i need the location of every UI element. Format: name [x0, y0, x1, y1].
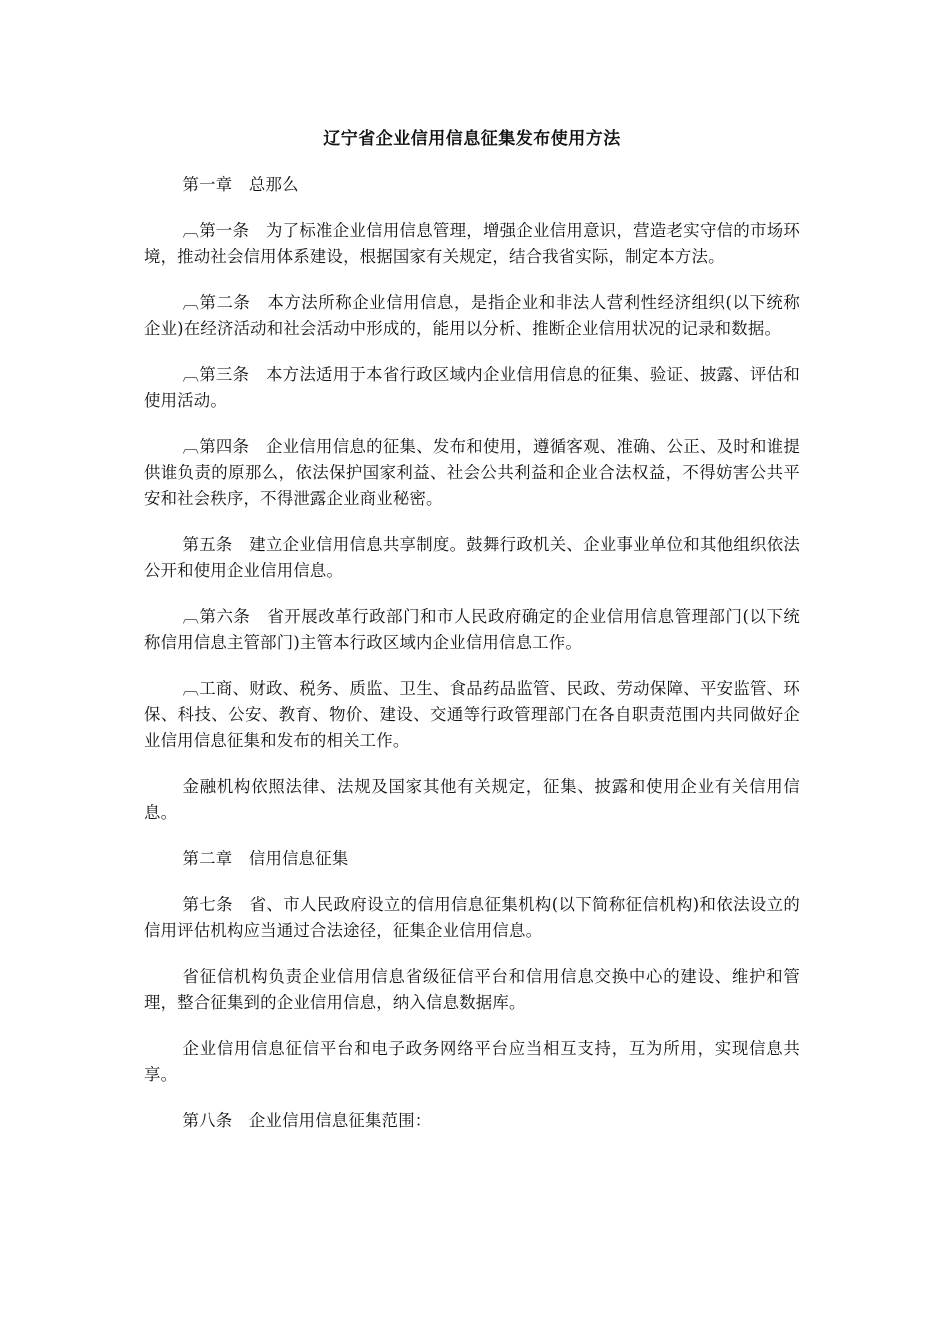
article-paragraph: 金融机构依照法律、法规及国家其他有关规定，征集、披露和使用企业有关信用信息。	[144, 777, 800, 822]
article-paragraph: 企业信用信息征信平台和电子政务网络平台应当相互支持，互为所用，实现信息共享。	[144, 1039, 800, 1084]
article-paragraph: ︹第六条 省开展改革行政部门和市人民政府确定的企业信用信息管理部门(以下统称信用信息主管部门)主管本行政区域内企业信用信息工作。	[144, 607, 800, 652]
article-paragraph: 省征信机构负责企业信用信息省级征信平台和信用信息交换中心的建设、维护和管理，整合征集到的企业信用信息，纳入信息数据库。	[144, 967, 800, 1012]
article-paragraph: 第八条 企业信用信息征集范围：	[182, 1111, 432, 1130]
article-paragraph: 第五条 建立企业信用信息共享制度。鼓舞行政机关、企业事业单位和其他组织依法公开和使用企业信用信息。	[144, 535, 800, 580]
article-paragraph: 第七条 省、市人民政府设立的信用信息征集机构(以下简称征信机构)和依法设立的信用评估机构应当通过合法途径，征集企业信用信息。	[144, 895, 800, 940]
article-paragraph: ︹第一条 为了标准企业信用信息管理，增强企业信用意识，营造老实守信的市场环境，推动社会信用体系建设，根据国家有关规定，结合我省实际，制定本方法。	[144, 221, 800, 266]
chapter-heading: 第一章 总那么	[182, 175, 299, 194]
article-paragraph: ︹第三条 本方法适用于本省行政区域内企业信用信息的征集、验证、披露、评估和使用活动。	[144, 365, 800, 410]
document-title: 辽宁省企业信用信息征集发布使用方法	[323, 129, 621, 149]
article-paragraph: ︹第二条 本方法所称企业信用信息，是指企业和非法人营利性经济组织(以下统称企业)在经济活动和社会活动中形成的，能用以分析、推断企业信用状况的记录和数据。	[144, 293, 800, 338]
article-paragraph: ︹工商、财政、税务、质监、卫生、食品药品监管、民政、劳动保障、平安监管、环保、科技、公安、教育、物价、建设、交通等行政管理部门在各自职责范围内共同做好企业信用信息征集和发布的相关工作。	[144, 679, 800, 750]
article-paragraph: ︹第四条 企业信用信息的征集、发布和使用，遵循客观、准确、公正、及时和谁提供谁负责的原那么，依法保护国家利益、社会公共利益和企业合法权益，不得妨害公共平安和社会秩序，不得泄露企业商业秘密。	[144, 437, 800, 508]
chapter-heading: 第二章 信用信息征集	[182, 849, 349, 868]
document-page	[144, 126, 800, 1154]
